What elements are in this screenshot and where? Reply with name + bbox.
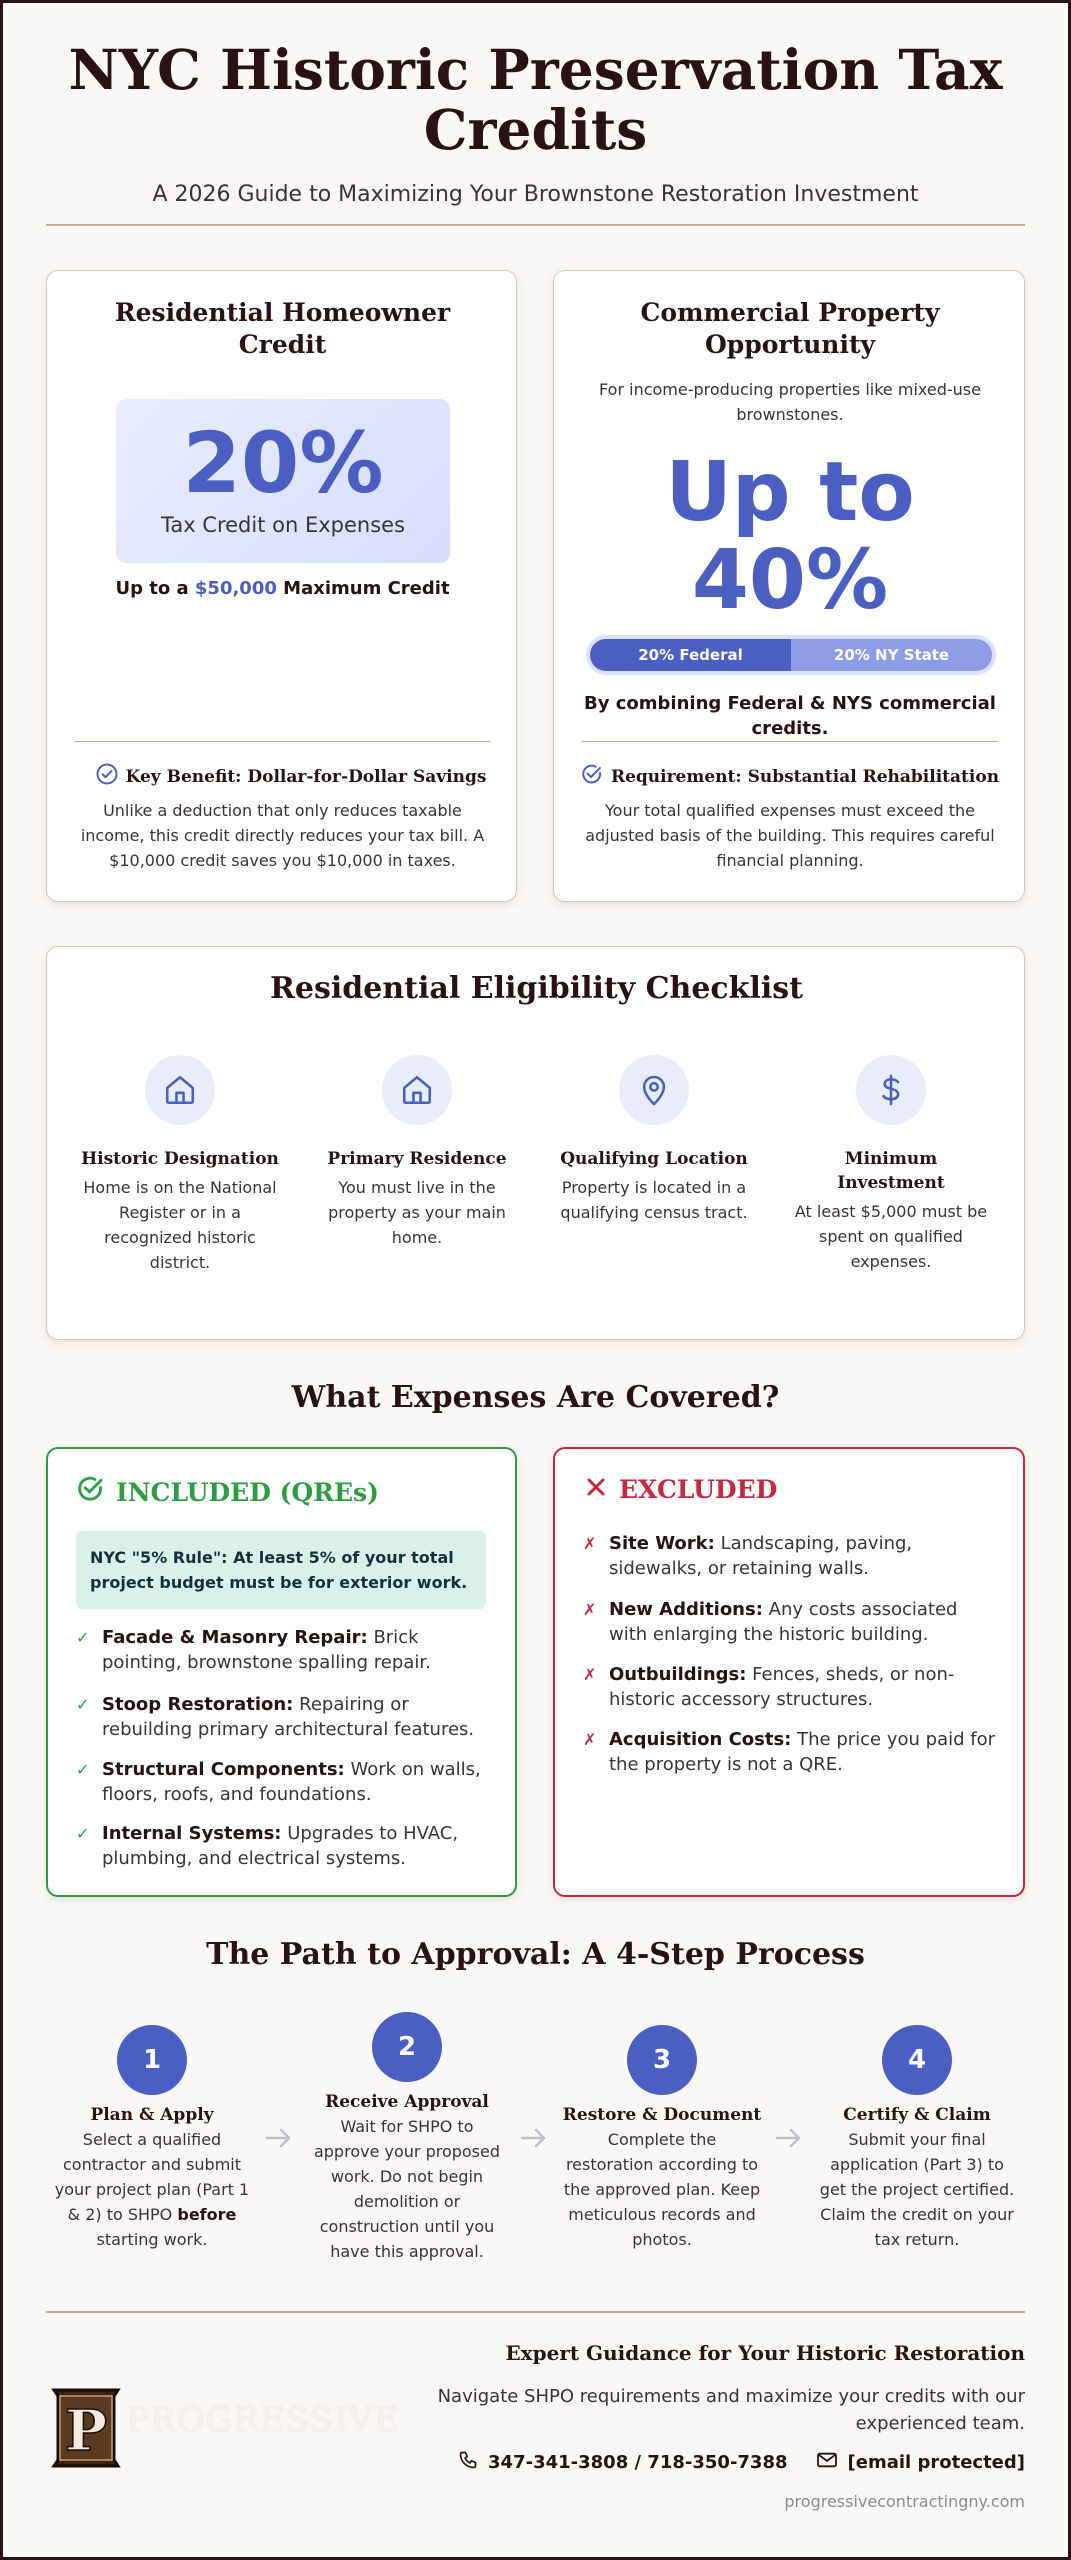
excluded-heading: EXCLUDED: [585, 1475, 777, 1504]
commercial-combine-text: By combining Federal & NYS commercial credits.: [584, 693, 996, 739]
step-number: 3: [627, 2025, 697, 2095]
excluded-item: ✗ Acquisition Costs: The price you paid for the property is not a QRE.: [583, 1729, 995, 1775]
residential-max-credit: Up to a $50,000 Maximum Credit: [115, 578, 450, 599]
requirement-heading: Requirement: Substantial Rehabilitation: [574, 763, 1006, 790]
commercial-card-divider: [582, 741, 998, 742]
residential-percent-box: [116, 399, 450, 563]
footer-heading: Expert Guidance for Your Historic Restoration: [505, 2341, 1025, 2365]
expenses-title: What Expenses Are Covered?: [291, 1380, 780, 1415]
house-icon: [145, 1055, 215, 1125]
check-icon: ✓: [76, 1695, 90, 1714]
requirement-text: Your total qualified expenses must exceed the adjusted basis of the building. This requires careful financial planning.: [585, 801, 995, 870]
x-mark-icon: ✗: [583, 1730, 597, 1749]
step-description: Submit your final application (Part 3) to get the project certified. Claim the credit on your tax return.: [819, 2130, 1015, 2249]
commercial-intro: For income-producing properties like mixed-use brownstones.: [599, 380, 981, 424]
x-mark-icon: ✗: [583, 1534, 597, 1553]
residential-percent: 20%: [182, 414, 384, 512]
check-circle-icon: [76, 1475, 104, 1509]
step-description: Wait for SHPO to approve your proposed work. Do not begin demolition or construction until you have this approval.: [313, 2117, 501, 2261]
arrow-right-icon: [264, 2126, 294, 2154]
state-segment: 20% NY State: [791, 639, 992, 671]
process-title: The Path to Approval: A 4-Step Process: [206, 1937, 865, 1972]
header-divider: [46, 224, 1025, 226]
commercial-percent: Up to 40%: [665, 445, 915, 628]
process-step: [52, 2025, 252, 2252]
five-percent-rule-note: NYC "5% Rule": At least 5% of your total project budget must be for exterior work.: [76, 1531, 486, 1609]
footer-text: Navigate SHPO requirements and maximize your credits with our experienced team.: [437, 2386, 1025, 2434]
eligibility-item: Historic Designation Home is on the National Register or in a recognized historic district.: [80, 1055, 280, 1275]
credit-split-bar: [586, 635, 996, 675]
residential-credit-card: [46, 270, 517, 902]
svg-text:P: P: [64, 2398, 108, 2464]
arrow-right-icon: [774, 2126, 804, 2154]
eligibility-checklist-card: [46, 946, 1025, 1340]
key-benefit-text: Unlike a deduction that only reduces taxable income, this credit directly reduces your tax bill. A $10,000 credit saves you $10,000 in taxes.: [80, 801, 485, 870]
federal-segment: 20% Federal: [590, 639, 791, 671]
included-item: ✓ Structural Components: Work on walls, floors, roofs, and foundations.: [76, 1759, 481, 1805]
excluded-expenses-card: [553, 1447, 1025, 1897]
dollar-icon: [856, 1055, 926, 1125]
key-benefit-heading: Key Benefit: Dollar-for-Dollar Savings: [91, 763, 491, 790]
residential-card-title: Residential Homeowner Credit: [114, 298, 451, 359]
step-title: Plan & Apply: [90, 2105, 214, 2125]
close-icon: [585, 1475, 607, 1504]
check-circle-icon: [96, 763, 118, 790]
max-credit-amount: $50,000: [194, 578, 277, 599]
check-circle-icon: [581, 763, 603, 790]
included-item: ✓ Internal Systems: Upgrades to HVAC, plumbing, and electrical systems.: [76, 1823, 459, 1869]
step-description: Complete the restoration according to the approved plan. Keep meticulous records and photos.: [563, 2130, 761, 2249]
step-description: Select a qualified contractor and submit your project plan (Part 1 & 2) to SHPO before starting work.: [54, 2130, 250, 2249]
website-link[interactable]: progressivecontractingny.com: [784, 2492, 1025, 2511]
commercial-card-title: Commercial Property Opportunity: [640, 298, 940, 359]
mail-icon: [816, 2451, 838, 2474]
excluded-item: ✗ Site Work: Landscaping, paving, sidewalks, or retaining walls.: [583, 1533, 913, 1579]
eligibility-title: Residential Eligibility Checklist: [269, 971, 803, 1006]
included-item: ✓ Stoop Restoration: Repairing or rebuilding primary architectural features.: [76, 1694, 475, 1740]
footer-contact: [458, 2450, 1025, 2475]
page-title: NYC Historic Preservation Tax Credits: [68, 37, 1003, 162]
eligibility-item: Qualifying Location Property is located in a qualifying census tract.: [554, 1055, 754, 1225]
process-step: [817, 2025, 1017, 2252]
included-heading: INCLUDED (QREs): [76, 1475, 379, 1509]
x-mark-icon: ✗: [583, 1665, 597, 1684]
footer-divider: [46, 2311, 1025, 2313]
email-link[interactable]: [email protected]: [847, 2452, 1025, 2473]
check-icon: ✓: [76, 1628, 90, 1647]
included-item: ✓ Facade & Masonry Repair: Brick pointing, brownstone spalling repair.: [76, 1627, 431, 1673]
x-mark-icon: ✗: [583, 1600, 597, 1619]
excluded-item: ✗ New Additions: Any costs associated with enlarging the historic building.: [583, 1599, 958, 1645]
page-subtitle: A 2026 Guide to Maximizing Your Brownstone Restoration Investment: [152, 182, 919, 207]
included-expenses-card: [46, 1447, 517, 1897]
company-logo: [46, 2384, 126, 2472]
step-number: 2: [372, 2012, 442, 2082]
process-step: [307, 2012, 507, 2264]
check-icon: ✓: [76, 1760, 90, 1779]
arrow-right-icon: [519, 2126, 549, 2154]
step-number: 1: [117, 2025, 187, 2095]
residential-card-divider: [75, 741, 490, 742]
residential-percent-label: Tax Credit on Expenses: [160, 513, 406, 537]
check-icon: ✓: [76, 1824, 90, 1843]
map-pin-icon: [619, 1055, 689, 1125]
page-header: [46, 37, 1025, 207]
step-title: Restore & Document: [562, 2105, 762, 2125]
step-number: 4: [882, 2025, 952, 2095]
process-step: [562, 2025, 762, 2252]
commercial-credit-card: [553, 270, 1025, 902]
phone-number[interactable]: 347-341-3808 / 718-350-7388: [488, 2452, 788, 2473]
eligibility-item: Primary Residence You must live in the property as your main home.: [317, 1055, 517, 1250]
step-title: Certify & Claim: [843, 2105, 991, 2125]
step-title: Receive Approval: [325, 2092, 489, 2112]
eligibility-item: Minimum Investment At least $5,000 must be spent on qualified expenses.: [791, 1055, 991, 1274]
phone-icon: [458, 2450, 478, 2475]
home-icon: [382, 1055, 452, 1125]
excluded-item: ✗ Outbuildings: Fences, sheds, or non-historic accessory structures.: [583, 1664, 955, 1710]
company-logo-text: PROGRESSIVE: [126, 2400, 400, 2440]
